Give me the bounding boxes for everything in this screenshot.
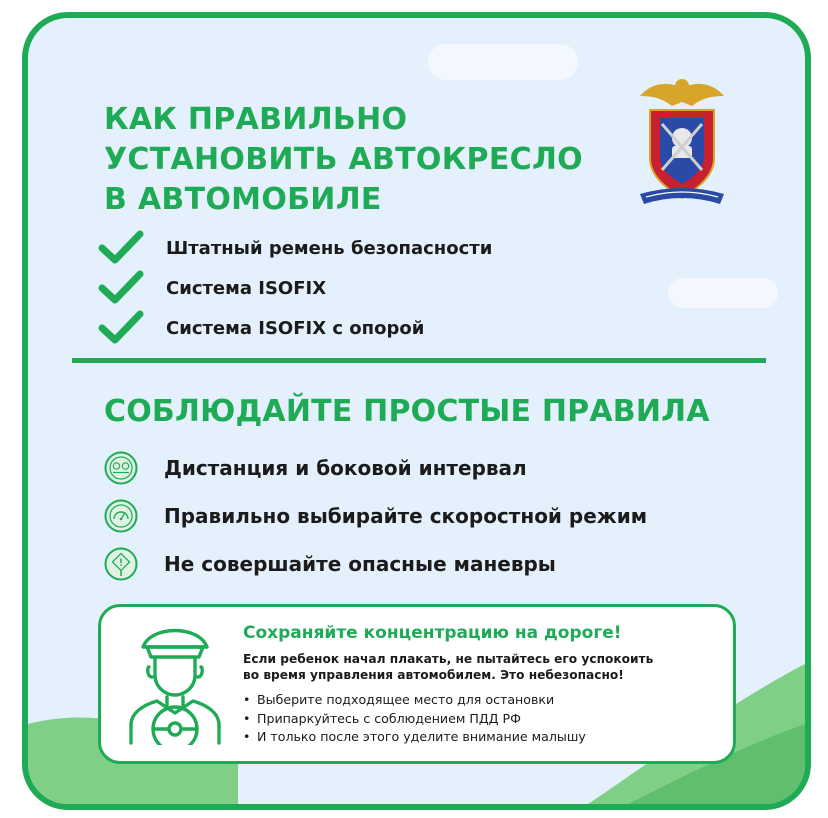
install-method-label: Система ISOFIX с опорой [166, 317, 425, 339]
notice-body [243, 651, 653, 683]
rules-title: СОБЛЮДАЙТЕ ПРОСТЫЕ ПРАВИЛА [104, 394, 710, 429]
section-divider [72, 358, 766, 363]
main-title-line: УСТАНОВИТЬ АВТОКРЕСЛО [104, 142, 583, 177]
notice-body-line: во время управления автомобилем. Это небезопасно! [243, 668, 624, 682]
police-emblem-icon [636, 66, 728, 210]
list-item [98, 268, 492, 308]
notice-title: Сохраняйте концентрацию на дороге! [243, 623, 622, 643]
main-title-line: КАК ПРАВИЛЬНО [104, 102, 408, 137]
rule-label: Дистанция и боковой интервал [164, 456, 527, 480]
concentration-notice [98, 604, 736, 764]
main-title [104, 100, 583, 220]
warning-maneuver-icon [104, 547, 138, 581]
checkmark-icon [98, 310, 144, 346]
list-item [104, 444, 647, 492]
bullet-icon: • [243, 710, 251, 726]
cloud-decoration [668, 278, 778, 308]
checkmark-icon [98, 270, 144, 306]
list-item [104, 540, 647, 588]
main-title-line: В АВТОМОБИЛЕ [104, 182, 382, 217]
distance-icon [104, 451, 138, 485]
cloud-decoration [428, 44, 578, 80]
list-item [98, 228, 492, 268]
bullet-icon: • [243, 692, 251, 707]
rule-label: Правильно выбирайте скоростной режим [164, 504, 648, 528]
list-item [98, 308, 492, 348]
install-method-label: Штатный ремень безопасности [166, 237, 493, 259]
list-item [104, 492, 647, 540]
list-item [243, 728, 586, 747]
notice-body-line: Если ребенок начал плакать, не пытайтесь его успокоить [243, 652, 654, 666]
bullet-icon: • [243, 729, 251, 744]
list-item [243, 691, 586, 710]
bullet-text: И только после этого уделите внимание малышу [257, 729, 586, 744]
rules-list [104, 444, 647, 588]
rule-label: Не совершайте опасные маневры [164, 552, 556, 576]
notice-bullets [243, 691, 586, 747]
install-method-label: Система ISOFIX [166, 277, 327, 299]
poster-card [22, 12, 811, 810]
bullet-text: Припаркуйтесь с соблюдением ПДД РФ [257, 710, 521, 726]
install-methods-list [98, 228, 492, 348]
speedometer-icon [104, 499, 138, 533]
driver-icon [125, 621, 225, 745]
list-item [243, 710, 586, 729]
bullet-text: Выберите подходящее место для остановки [257, 692, 555, 707]
checkmark-icon [98, 230, 144, 266]
